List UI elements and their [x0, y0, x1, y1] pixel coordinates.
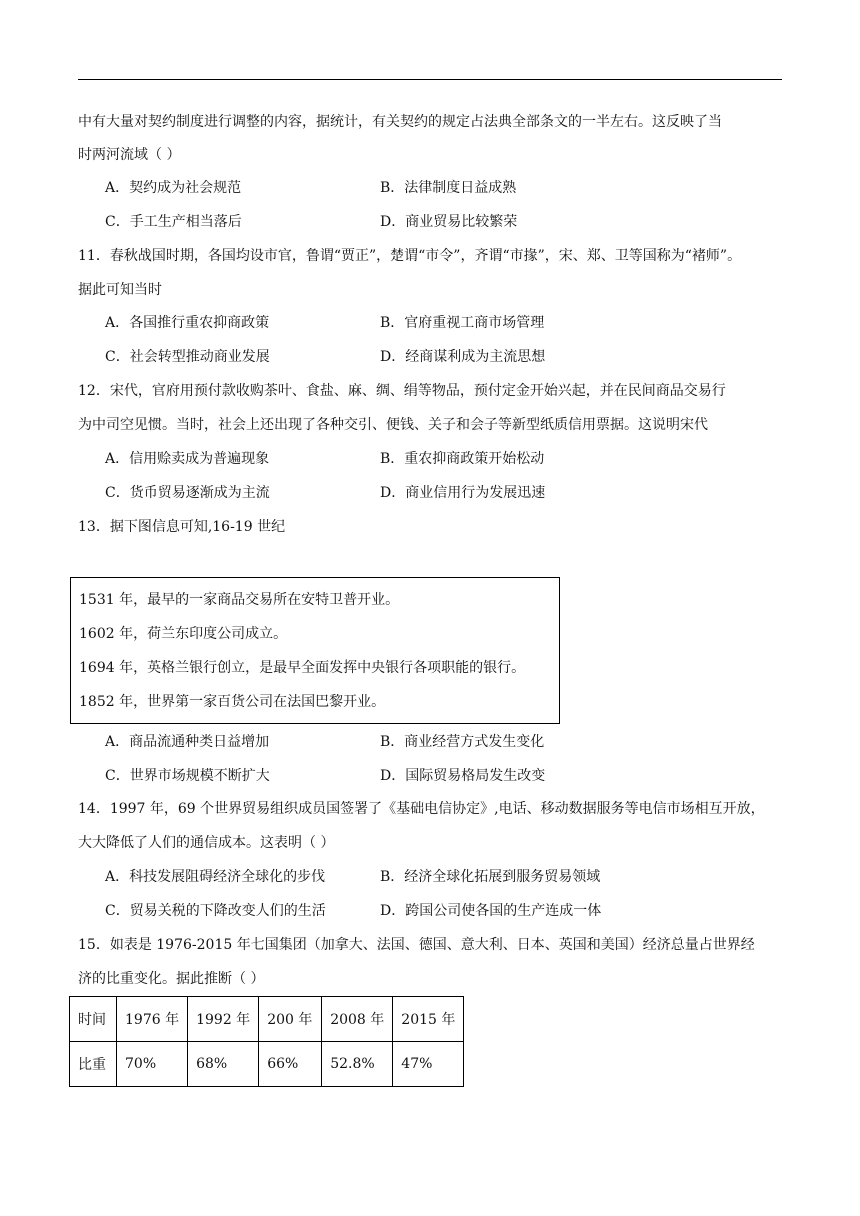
table-cell: 2015 年 — [393, 997, 464, 1042]
q12-option-c[interactable]: C．货币贸易逐渐成为主流 — [105, 485, 270, 501]
q10-stem-line2: 时两河流域（ ） — [78, 147, 181, 163]
table-header-row — [70, 997, 464, 1042]
q11-stem-line2: 据此可知当时 — [78, 282, 162, 298]
q12-option-d[interactable]: D．商业信用行为发展迅速 — [380, 485, 546, 501]
q11-option-c[interactable]: C．社会转型推动商业发展 — [105, 349, 270, 365]
q13-option-a[interactable]: A．商品流通种类日益增加 — [105, 734, 270, 750]
q12-option-b[interactable]: B．重农抑商政策开始松动 — [380, 451, 545, 467]
table-cell: 1976 年 — [117, 997, 188, 1042]
q11-stem-line1: 11．春秋战国时期，各国均设市官，鲁谓“贾正”，楚谓“市令”，齐谓“市掾”，宋、郑、卫等国称为“褚师”。 — [78, 248, 742, 264]
q13-info-box — [70, 577, 560, 724]
q13-box-line3: 1694 年，英格兰银行创立，是最早全面发挥中央银行各项职能的银行。 — [79, 660, 526, 676]
table-cell: 时间 — [70, 997, 117, 1042]
q10-option-a[interactable]: A．契约成为社会规范 — [105, 180, 242, 196]
q14-option-d[interactable]: D．跨国公司使各国的生产连成一体 — [380, 903, 602, 919]
q13-option-c[interactable]: C．世界市场规模不断扩大 — [105, 768, 270, 784]
q15-stem-line1: 15．如表是 1976-2015 年七国集团（加拿大、法国、德国、意大利、日本、英国和美国）经济总量占世界经 — [78, 937, 755, 953]
q13-box-line2: 1602 年，荷兰东印度公司成立。 — [79, 626, 288, 642]
table-cell: 1992 年 — [188, 997, 259, 1042]
q14-stem-line2: 大大降低了人们的通信成本。这表明（ ） — [78, 835, 335, 851]
q11-option-d[interactable]: D．经商谋利成为主流思想 — [380, 349, 546, 365]
q12-stem-line2: 为中司空见惯。当时，社会上还出现了各种交引、便钱、关子和会子等新型纸质信用票据。这说明宋代 — [78, 417, 708, 433]
q14-option-c[interactable]: C．贸易关税的下降改变人们的生活 — [105, 903, 326, 919]
q11-option-b[interactable]: B．官府重视工商市场管理 — [380, 315, 545, 331]
q10-option-d[interactable]: D．商业贸易比较繁荣 — [380, 214, 518, 230]
q13-stem: 13．据下图信息可知,16-19 世纪 — [78, 519, 286, 535]
q10-option-c[interactable]: C．手工生产相当落后 — [105, 214, 242, 230]
q10-option-b[interactable]: B．法律制度日益成熟 — [380, 180, 517, 196]
table-cell: 52.8% — [322, 1042, 393, 1087]
q13-option-b[interactable]: B．商业经营方式发生变化 — [380, 734, 545, 750]
table-cell: 200 年 — [259, 997, 322, 1042]
table-cell: 70% — [117, 1042, 188, 1087]
table-cell: 47% — [393, 1042, 464, 1087]
table-cell: 2008 年 — [322, 997, 393, 1042]
q14-option-a[interactable]: A．科技发展阻碍经济全球化的步伐 — [105, 869, 326, 885]
q13-option-d[interactable]: D．国际贸易格局发生改变 — [380, 768, 546, 784]
q13-box-line4: 1852 年，世界第一家百货公司在法国巴黎开业。 — [79, 694, 386, 710]
q11-option-a[interactable]: A．各国推行重农抑商政策 — [105, 315, 270, 331]
q12-stem-line1: 12．宋代，官府用预付款收购茶叶、食盐、麻、绸、绢等物品，预付定金开始兴起，并在民间商品交易行 — [78, 383, 726, 399]
q15-data-table — [69, 996, 464, 1087]
table-cell: 68% — [188, 1042, 259, 1087]
q14-option-b[interactable]: B．经济全球化拓展到服务贸易领域 — [380, 869, 601, 885]
table-row — [70, 1042, 464, 1087]
table-cell: 66% — [259, 1042, 322, 1087]
table-cell: 比重 — [70, 1042, 117, 1087]
q13-box-line1: 1531 年，最早的一家商品交易所在安特卫普开业。 — [79, 592, 400, 608]
q14-stem-line1: 14．1997 年，69 个世界贸易组织成员国签署了《基础电信协定》,电话、移动数据服务等电信市场相互开放， — [78, 801, 765, 817]
q12-option-a[interactable]: A．信用赊卖成为普遍现象 — [105, 451, 270, 467]
q15-stem-line2: 济的比重变化。据此推断（ ） — [78, 971, 265, 987]
header-rule — [78, 79, 782, 80]
q10-stem-line1: 中有大量对契约制度进行调整的内容，据统计，有关契约的规定占法典全部条文的一半左右。这反映了当 — [78, 114, 722, 130]
